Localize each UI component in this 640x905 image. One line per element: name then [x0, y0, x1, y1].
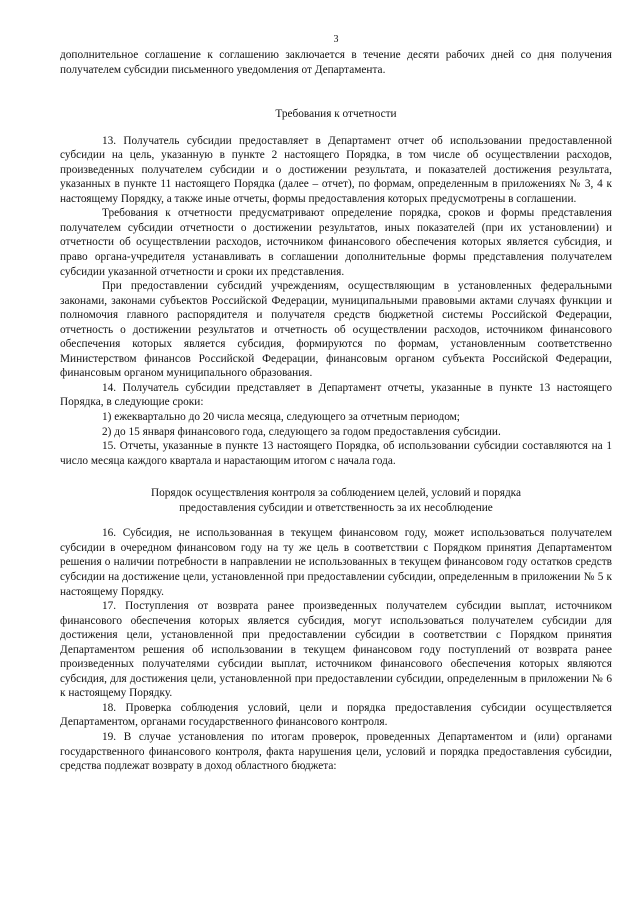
paragraph-19: 19. В случае установления по итогам проверок, проведенных Департаментом и (или) органами государственного финансового контроля, факта нарушения цели, условий и порядка предоставления субсидии, средства подлежат возврату в доход областного бюджета: [60, 730, 612, 773]
paragraph-14: 14. Получатель субсидии представляет в Департамент отчеты, указанные в пункте 13 настоящего Порядка, в следующие сроки: [60, 381, 612, 409]
paragraph-17: 17. Поступления от возврата ранее произведенных получателем субсидии выплат, источником финансового обеспечения которых является субсидия, могут использоваться получателем субсидии для достижения цели, установленной при предоставлении субсидии в соответствии с Порядком принятия Департаментом решения об использовании в текущем финансовом году поступлений от возврата ранее произведенных получателями субсидии выплат, источником финансового обеспечения которых являются субсидия, для достижения цели, установленной при предоставлении субсидии, определенным в приложении № 6 к настоящему Порядку. [60, 600, 612, 700]
section-heading-control-line-1: Порядок осуществления контроля за соблюдением целей, условий и порядка [150, 487, 522, 500]
paragraph-15: 15. Отчеты, указанные в пункте 13 настоящего Порядка, об использовании субсидии составляются на 1 число месяца каждого квартала и нарастающим итогом с начала года. [60, 440, 612, 467]
section-heading-control-line-2: предоставления субсидии и ответственность за их несоблюдение [179, 501, 493, 514]
paragraph-13-requirements: Требования к отчетности предусматривают определение порядка, сроков и формы представления получателем субсидии отчетности о достижении результатов, иных показателей (при их установлении) и отчетности об осуществлении расходов, источником финансового обеспечения которых является субсидия, и право органа-учредителя устанавливать в соглашении дополнительные формы представления получателем субсидии указанной отчетности и сроки их представления. [60, 207, 612, 278]
page-number: 3 [333, 34, 339, 45]
paragraph-13-institutions: При предоставлении субсидий учреждениям, осуществляющим в установленных федеральными законами, законами субъектов Российской Федерации, муниципальными правовыми актами случаях функции и полномочия главного распорядителя и получателя средств бюджетной системы Российской Федерации, отчетность о достижении результатов и отчетность об осуществлении расходов, источником финансового обеспечения которых является субсидия, формируются по формам, установленным соответственно Министерством финансов Российской Федерации, финансовым органом субъекта Российской Федерации, финансовым органом муниципального образования. [60, 280, 612, 380]
section-heading-control [60, 486, 612, 515]
paragraph-18: 18. Проверка соблюдения условий, цели и порядка предоставления субсидии осуществляется Департаментом, органами государственного финансового контроля. [60, 701, 612, 729]
paragraph-14-item-2: 2) до 15 января финансового года, следующего за годом предоставления субсидии. [102, 425, 501, 438]
intro-paragraph: дополнительное соглашение к соглашению заключается в течение десяти рабочих дней со дня получения получателем субсидии письменного уведомления от Департамента. [60, 49, 612, 76]
paragraph-16: 16. Субсидия, не использованная в текущем финансовом году, может использоваться получателем субсидии в очередном финансовом году на ту же цель в соответствии с Порядком принятия Департаментом решения о наличии потребности в направлении не использованных в текущем финансовом году остатков средств субсидии на достижение цели, установленной при предоставлении субсидии, определенным в приложении № 5 к настоящему Порядку. [60, 527, 612, 598]
section-heading-reporting: Требования к отчетности [275, 108, 397, 121]
paragraph-13: 13. Получатель субсидии предоставляет в Департамент отчет об использовании предоставленной субсидии на цель, указанную в пункте 2 настоящего Порядка, в том числе об осуществлении расходов, произведенных получателем субсидии и о достижении результата, и показателей достижения результата, указанных в пункте 11 настоящего Порядка (далее – отчет), по формам, определенным в приложениях № 3, 4 к настоящему Порядку, а также иные отчеты, формы предоставления которых предусмотрены в соглашении. [60, 134, 612, 205]
paragraph-14-item-1: 1) ежеквартально до 20 числа месяца, следующего за отчетным периодом; [102, 411, 460, 424]
